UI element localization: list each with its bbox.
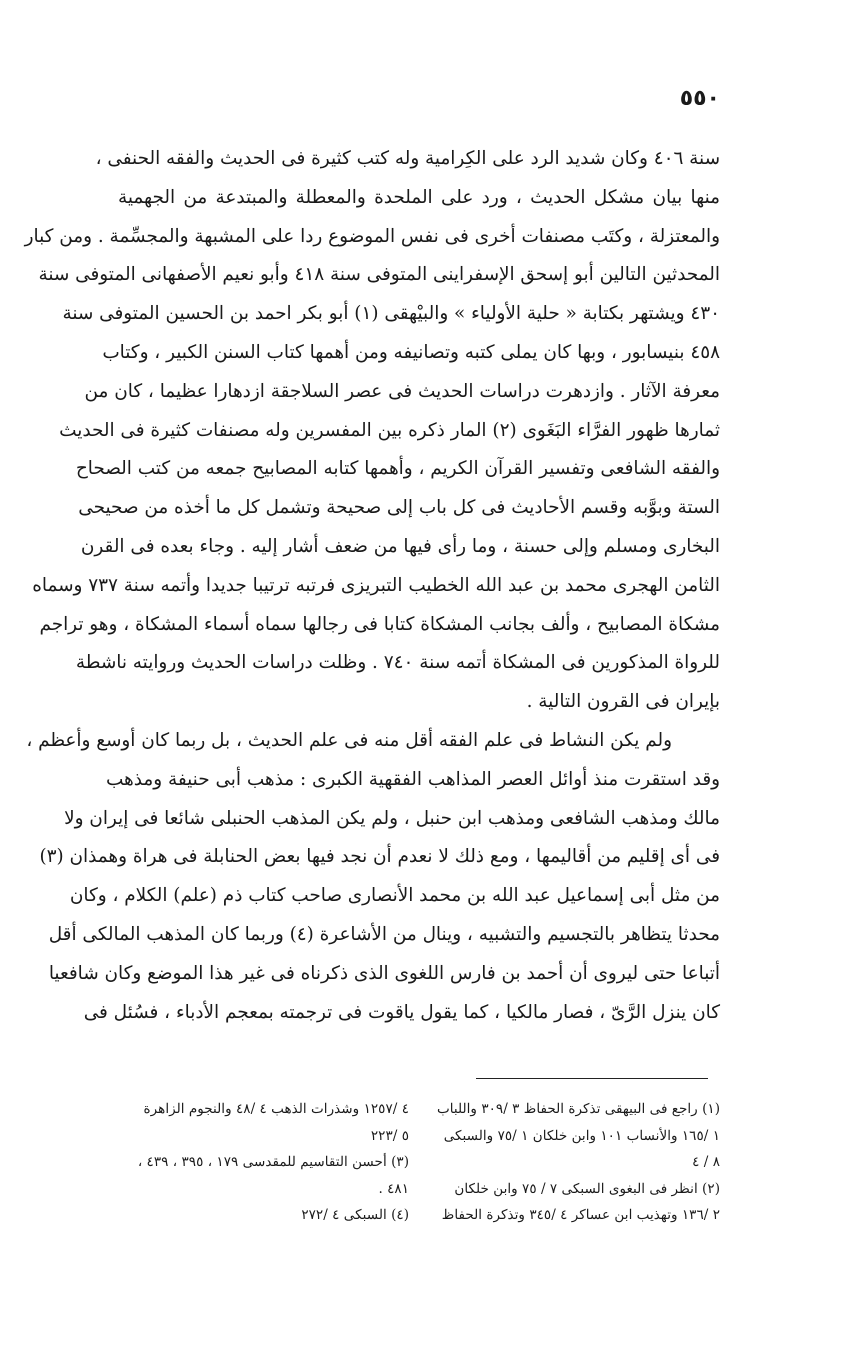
paragraph [26,722,720,1032]
text-line: مشكاة المصابيح ، وألف بجانب المشكاة كتابا فى رجالها سماه أسماء المشكاة ، وهو تراجم [39,613,720,635]
text-line: الثامن الهجرى محمد بن عبد الله الخطيب التبريزى فرتبه ترتيبا جديدا وأتمه سنة ٧٣٧ وسماه [32,574,720,596]
body-text [24,140,720,1032]
text-line: وقد استقرت منذ أوائل العصر المذاهب الفقهية الكبرى : مذهب أبى حنيفة ومذهب [105,768,720,790]
footnote-line: ٥ /٢٢٣ [370,1127,409,1144]
text-line: كان ينزل الرَّىّ ، فصار مالكيا ، كما يقول ياقوت فى ترجمته بمعجم الأدباء ، فسُئل فى [83,1001,720,1023]
text-line: أتباعا حتى ليروى أن أحمد بن فارس اللغوى الذى ذكرناه فى غير هذا الموضع وكان شافعيا [48,962,720,984]
footnote-line: ٤٨١ . [378,1180,409,1197]
text-line: ثمارها ظهور الفرَّاء البَغَوى (٢) المار ذكره بين المفسرين وله مصنفات كثيرة فى الحديث [59,419,720,441]
footnote-line: (٤) السبكى ٤ /٢٧٢ [301,1207,409,1223]
text-line: محدثا يتظاهر بالتجسيم والتشبيه ، وينال من الأشاعرة (٤) وربما كان المذهب المالكى أقل [48,923,720,945]
text-line: فى أى إقليم من أقاليمها ، ومع ذلك لا نعدم أن نجد فيها بعض الحنابلة فى هراة وهمذان (٣) [39,846,720,868]
footnotes [118,1096,720,1256]
footnote-line: (٣) أحسن التقاسيم للمقدسى ١٧٩ ، ٣٩٥ ، ٤٣٩ ، [137,1154,409,1170]
footnote-line: ٤ /١٢٥٧ وشذرات الذهب ٤ /٤٨ والنجوم الزاهرة [143,1101,409,1117]
text-line: البخارى ومسلم وإلى حسنة ، وما رأى فيها من ضعف أشار إليه . وجاء بعده فى القرن [80,535,720,557]
text-line: معرفة الآثار . وازدهرت دراسات الحديث فى عصر السلاجقة ازدهارا عظيما ، كان من [84,380,720,402]
text-line: الستة وبوَّبه وقسم الأحاديث فى كل باب إلى صحيحة وتشمل كل ما أخذه من صحيحى [78,497,720,519]
text-line: مالك ومذهب الشافعى ومذهب ابن حنبل ، ولم يكن المذهب الحنبلى شائعا فى إيران ولا [64,807,720,829]
text-line: والمعتزلة ، وكتَب مصنفات أخرى فى نفس الموضوع ردا على المشبهة والمجسِّمة . ومن كبار [24,225,720,247]
text-line: المحدثين التالين أبو إسحق الإسفراينى المتوفى سنة ٤١٨ وأبو نعيم الأصفهانى المتوفى سنة [38,264,720,286]
text-line: ولم يكن النشاط فى علم الفقه أقل منه فى علم الحديث ، بل ربما كان أوسع وأعظم ، [26,729,672,751]
text-line: من مثل أبى إسماعيل عبد الله بن محمد الأنصارى صاحب كتاب ذم (علم) الكلام ، وكان [69,885,720,907]
footnote-line: (٢) انظر فى البغوى السبكى ٧ / ٧٥ وابن خلكان [454,1180,720,1197]
footnote-line: (١) راجع فى البيهقى تذكرة الحفاظ ٣ /٣٠٩ واللباب [436,1101,720,1117]
footnote-line: ٢ /١٣٦ وتهذيب ابن عساكر ٤ /٣٤٥ وتذكرة الحفاظ [441,1207,720,1223]
text-line: للرواة المذكورين فى المشكاة أتمه سنة ٧٤٠ . وظلت دراسات الحديث وروايته ناشطة [75,652,720,674]
text-line: ٤٣٠ ويشتهر بكتابة « حلية الأولياء » والبيْهقى (١) أبو بكر احمد بن الحسين المتوفى سنة [62,303,720,325]
footnotes-left-column [118,1096,409,1256]
page-number: ٥٥٠ [679,86,720,111]
paragraph [24,140,720,722]
text-line: والفقه الشافعى وتفسير القرآن الكريم ، وأهمها كتابه المصابيح جمعه من كتب الصحاح [75,458,720,480]
footnote-line: ٨ / ٤ [692,1154,720,1170]
text-line: سنة ٤٠٦ وكان شديد الرد على الكِرامية وله كتب كثيرة فى الحديث والفقه الحنفى ، [95,148,720,169]
text-line: منها بيان مشكل الحديث ، ورد على الملحدة والمعطلة والمبتدعة من الجهمية [118,186,720,208]
footnote-line: ١ /١٦٥ والأنساب ١٠١ وابن خلكان ١ /٧٥ والسبكى [443,1127,720,1144]
text-line: بإيران فى القرون التالية . [526,691,720,713]
footnote-divider [476,1078,708,1079]
text-line: ٤٥٨ بنيسابور ، وبها كان يملى كتبه وتصانيفه ومن أهمها كتاب السنن الكبير ، وكتاب [102,341,720,363]
footnotes-right-column [429,1096,720,1256]
